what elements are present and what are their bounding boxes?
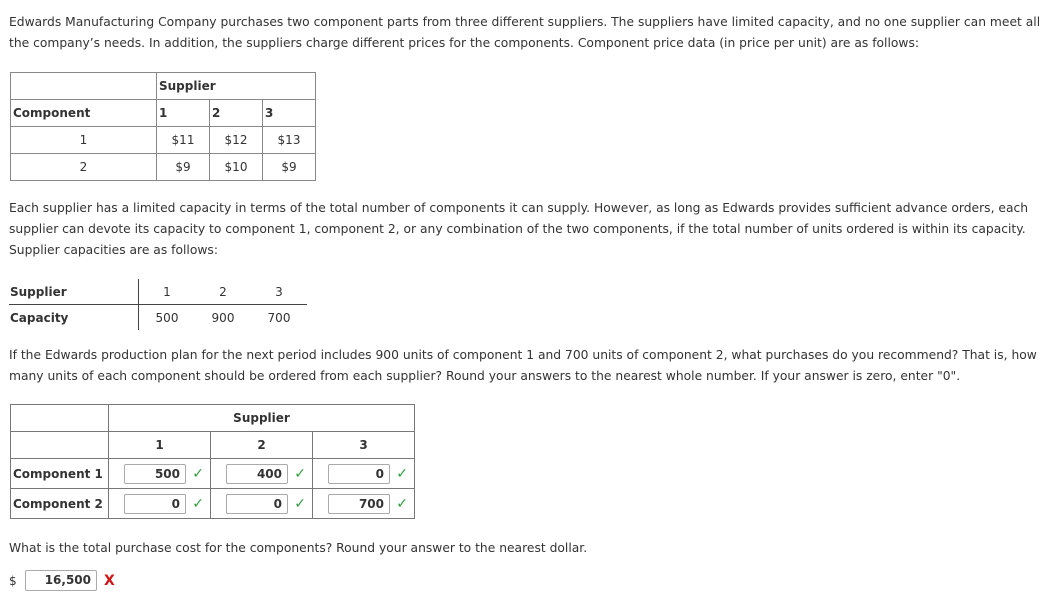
table-row [11,154,316,181]
price-cell: $9 [263,154,316,181]
answer-input[interactable]: 500 [124,464,186,484]
price-supplier-2: 2 [210,100,263,127]
answer-input[interactable]: 700 [328,494,390,514]
price-cell: $9 [157,154,210,181]
answer-table [10,404,415,519]
cross-icon: X [104,572,115,589]
total-cost-row [9,570,115,591]
check-icon: ✓ [192,465,204,482]
capacity-table [9,279,307,330]
check-icon: ✓ [294,465,306,482]
answer-table-corner [11,432,109,459]
check-icon: ✓ [294,495,306,512]
capacity-supplier-1: 1 [139,279,196,305]
price-cell: $12 [210,127,263,154]
price-supplier-header: Supplier [157,73,316,100]
capacity-supplier-2: 2 [195,279,251,305]
check-icon: ✓ [396,495,408,512]
capacity-label: Capacity [9,305,139,331]
capacity-supplier-3: 3 [251,279,307,305]
answer-input[interactable]: 400 [226,464,288,484]
capacity-supplier-label: Supplier [9,279,139,305]
capacity-intro-text: Each supplier has a limited capacity in terms of the total number of components it can supply. However, as long as Edwards provides sufficient advance orders, each supplier can devote its capacity to component 1, component 2, or any combination of the two components, if the total number of units ordered is within its capacity. Supplier capacities are as follows: [9,201,1029,257]
price-table-corner [11,73,157,100]
answer-input[interactable]: 0 [226,494,288,514]
currency-symbol: $ [9,573,17,588]
price-component-2: 2 [11,154,157,181]
answer-input[interactable]: 0 [124,494,186,514]
total-cost-input[interactable]: 16,500 [25,570,97,591]
answer-supplier-1: 1 [109,432,211,459]
price-component-1: 1 [11,127,157,154]
answer-supplier-header: Supplier [109,405,415,432]
price-supplier-1: 1 [157,100,210,127]
price-cell: $11 [157,127,210,154]
check-icon: ✓ [192,495,204,512]
answer-row-label: Component 2 [11,489,109,519]
price-cell: $10 [210,154,263,181]
answer-table-corner [11,405,109,432]
table-row [11,459,415,489]
answer-input[interactable]: 0 [328,464,390,484]
table-row [11,127,316,154]
price-table [10,72,316,181]
capacity-value: 500 [155,310,179,325]
price-cell: $13 [263,127,316,154]
answer-row-label: Component 1 [11,459,109,489]
answer-supplier-2: 2 [211,432,313,459]
capacity-value: 900 [211,310,235,325]
table-row [11,489,415,519]
total-question-text: What is the total purchase cost for the components? Round your answer to the nearest dollar. [9,541,588,555]
capacity-value: 700 [267,310,291,325]
answer-supplier-3: 3 [313,432,415,459]
price-supplier-3: 3 [263,100,316,127]
check-icon: ✓ [396,465,408,482]
price-component-header: Component [11,100,157,127]
question-text: If the Edwards production plan for the next period includes 900 units of component 1 and 700 units of component 2, what purchases do you recommend? That is, how many units of each component should be ordered from each supplier? Round your answers to the nearest whole number. If your answer is zero, enter "0". [9,348,1037,383]
intro-text: Edwards Manufacturing Company purchases two component parts from three different suppliers. The suppliers have limited capacity, and no one supplier can meet all the company’s needs. In addition, the suppliers charge different prices for the components. Component price data (in price per unit) are as follows: [9,15,1041,50]
